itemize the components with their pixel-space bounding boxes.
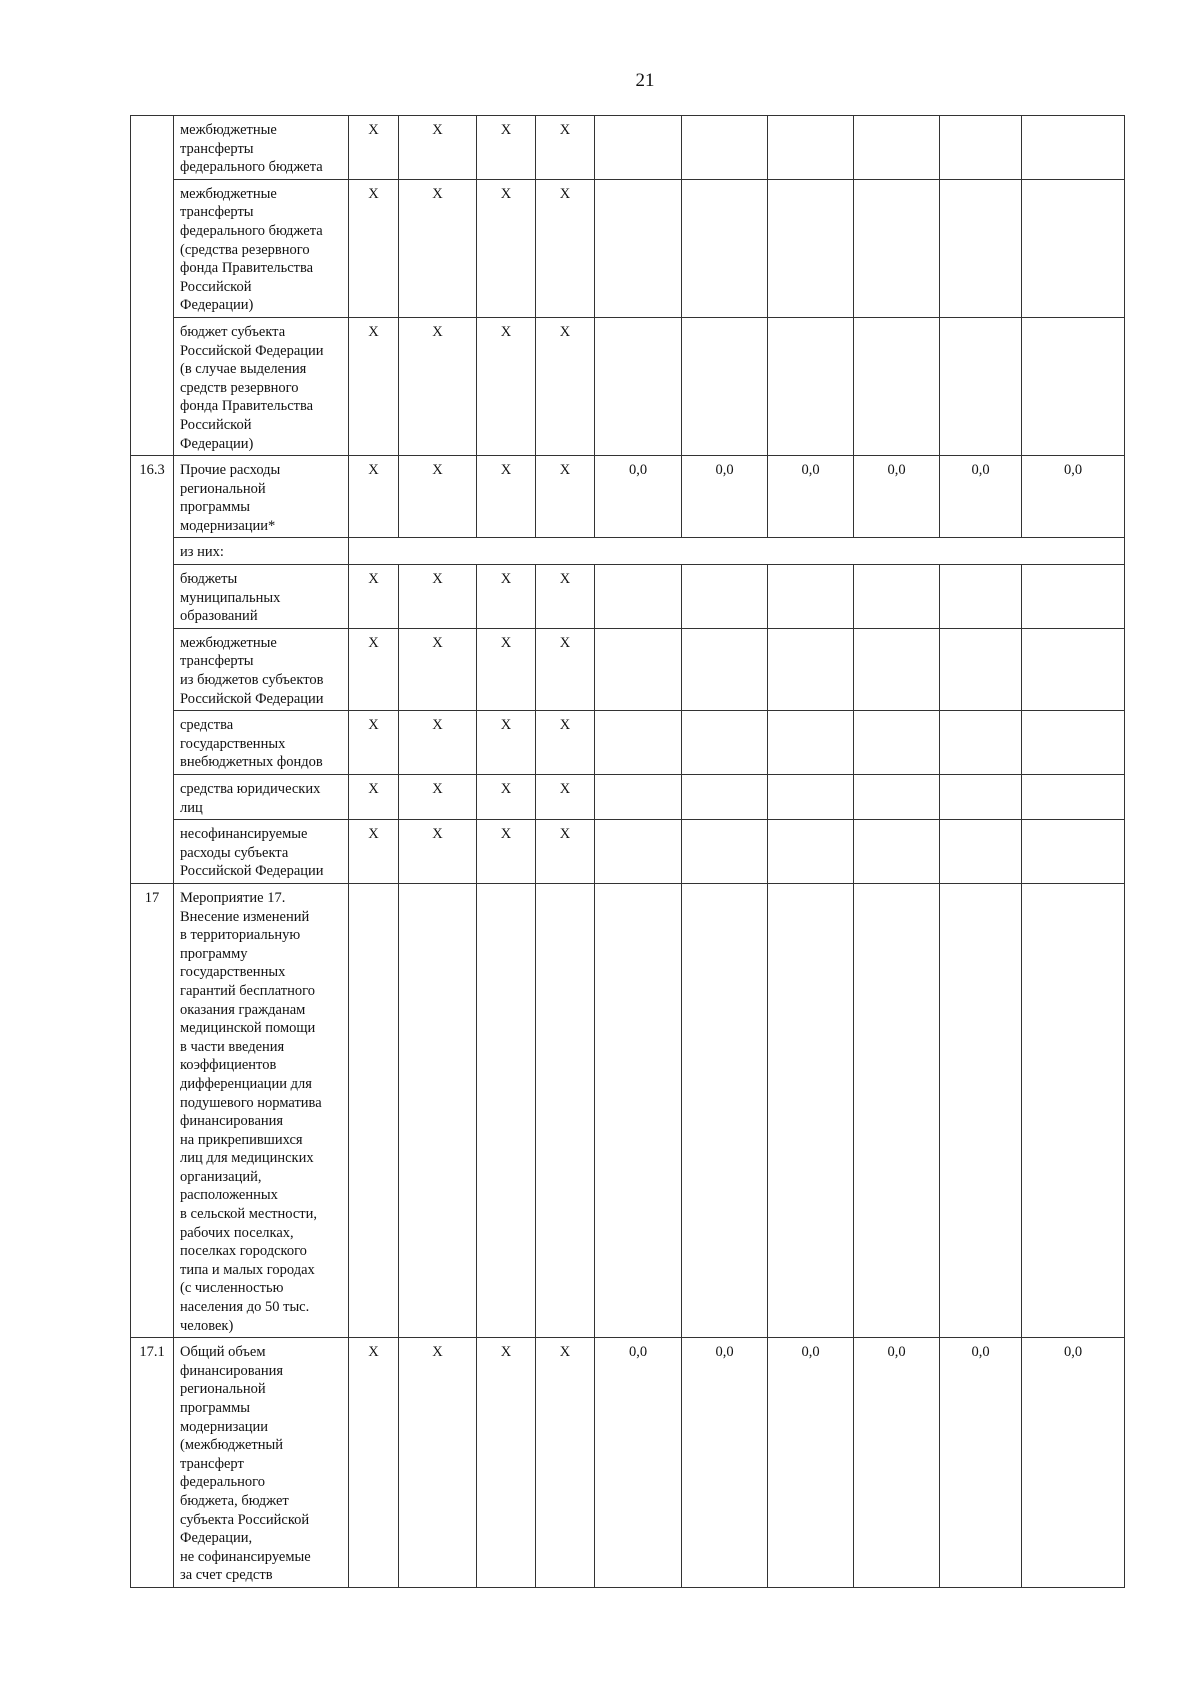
value-cell	[595, 711, 682, 775]
row-name: межбюджетные трансферты из бюджетов субъектов Российской Федерации	[174, 628, 349, 710]
x-cell: X	[349, 1338, 399, 1588]
value-cell	[682, 820, 768, 884]
value-cell: 0,0	[682, 1338, 768, 1588]
x-cell: X	[536, 711, 595, 775]
value-cell	[595, 820, 682, 884]
value-cell	[768, 565, 854, 629]
value-cell	[854, 711, 940, 775]
x-cell: X	[536, 628, 595, 710]
value-cell	[1022, 883, 1125, 1337]
value-cell	[768, 179, 854, 317]
table-row	[131, 456, 1125, 538]
x-cell: X	[399, 116, 477, 180]
x-cell: X	[477, 820, 536, 884]
x-cell: X	[399, 317, 477, 455]
value-cell	[682, 883, 768, 1337]
x-cell: X	[399, 711, 477, 775]
value-cell	[940, 820, 1022, 884]
value-cell: 0,0	[854, 456, 940, 538]
value-cell: 0,0	[1022, 1338, 1125, 1588]
row-name: несофинансируемые расходы субъекта Российской Федерации	[174, 820, 349, 884]
x-cell: X	[477, 179, 536, 317]
x-cell: X	[349, 179, 399, 317]
value-cell	[854, 628, 940, 710]
value-cell	[595, 565, 682, 629]
value-cell	[595, 317, 682, 455]
x-cell: X	[349, 820, 399, 884]
value-cell	[768, 116, 854, 180]
x-cell: X	[399, 628, 477, 710]
value-cell	[1022, 116, 1125, 180]
table-row	[131, 775, 1125, 820]
row-number-cell: 17	[131, 883, 174, 1337]
value-cell	[682, 317, 768, 455]
x-cell: X	[349, 456, 399, 538]
x-cell: X	[349, 711, 399, 775]
table-row	[131, 711, 1125, 775]
x-cell: X	[536, 116, 595, 180]
value-cell	[768, 775, 854, 820]
value-cell	[682, 179, 768, 317]
value-cell	[940, 565, 1022, 629]
merged-empty-cell	[349, 538, 1125, 565]
x-cell: X	[399, 1338, 477, 1588]
row-name: бюджет субъекта Российской Федерации (в случае выделения средств резервного фонда Правительства Российской Федерации)	[174, 317, 349, 455]
value-cell	[768, 883, 854, 1337]
value-cell	[595, 775, 682, 820]
table-row	[131, 179, 1125, 317]
value-cell: 0,0	[595, 1338, 682, 1588]
x-cell: X	[536, 565, 595, 629]
value-cell	[595, 116, 682, 180]
value-cell	[940, 711, 1022, 775]
value-cell	[595, 883, 682, 1337]
value-cell	[940, 317, 1022, 455]
value-cell	[854, 883, 940, 1337]
value-cell	[595, 628, 682, 710]
value-cell	[854, 179, 940, 317]
value-cell	[1022, 317, 1125, 455]
x-cell	[349, 883, 399, 1337]
value-cell	[854, 820, 940, 884]
x-cell: X	[536, 317, 595, 455]
x-cell: X	[477, 628, 536, 710]
value-cell: 0,0	[768, 1338, 854, 1588]
x-cell: X	[399, 820, 477, 884]
table-row	[131, 116, 1125, 180]
row-number-cell	[131, 116, 174, 456]
value-cell: 0,0	[940, 456, 1022, 538]
value-cell	[1022, 179, 1125, 317]
value-cell	[682, 775, 768, 820]
x-cell: X	[349, 116, 399, 180]
x-cell: X	[477, 711, 536, 775]
value-cell	[1022, 628, 1125, 710]
x-cell: X	[536, 1338, 595, 1588]
x-cell	[477, 883, 536, 1337]
value-cell	[854, 116, 940, 180]
value-cell	[940, 179, 1022, 317]
x-cell: X	[399, 179, 477, 317]
value-cell	[854, 565, 940, 629]
value-cell	[768, 317, 854, 455]
value-cell	[682, 116, 768, 180]
value-cell: 0,0	[768, 456, 854, 538]
value-cell	[1022, 775, 1125, 820]
row-name: Прочие расходы региональной программы модернизации*	[174, 456, 349, 538]
row-name: средства юридических лиц	[174, 775, 349, 820]
x-cell: X	[477, 565, 536, 629]
value-cell	[940, 775, 1022, 820]
value-cell	[682, 628, 768, 710]
value-cell	[682, 565, 768, 629]
x-cell	[399, 883, 477, 1337]
value-cell	[854, 775, 940, 820]
value-cell	[595, 179, 682, 317]
x-cell: X	[536, 456, 595, 538]
row-name: межбюджетные трансферты федерального бюджета	[174, 116, 349, 180]
row-name: из них:	[174, 538, 349, 565]
row-name: Мероприятие 17. Внесение изменений в территориальную программу государственных гарантий бесплатного оказания гражданам медицинской помощи в части введения коэффициентов дифференциации для подушевого норматива финансирования на прикрепившихся лиц для медицинских организаций, расположенных в сельской местности, рабочих поселках, поселках городского типа и малых городах (с численностью населения до 50 тыс. человек)	[174, 883, 349, 1337]
value-cell	[1022, 820, 1125, 884]
row-number-cell: 17.1	[131, 1338, 174, 1588]
row-name: бюджеты муниципальных образований	[174, 565, 349, 629]
budget-table	[130, 115, 1125, 1588]
x-cell: X	[477, 116, 536, 180]
value-cell	[682, 711, 768, 775]
x-cell: X	[399, 775, 477, 820]
value-cell	[1022, 565, 1125, 629]
value-cell	[940, 628, 1022, 710]
x-cell: X	[349, 565, 399, 629]
table-row	[131, 538, 1125, 565]
value-cell	[1022, 711, 1125, 775]
value-cell	[940, 116, 1022, 180]
value-cell	[768, 628, 854, 710]
table-row	[131, 317, 1125, 455]
x-cell: X	[349, 775, 399, 820]
x-cell	[536, 883, 595, 1337]
value-cell: 0,0	[940, 1338, 1022, 1588]
x-cell: X	[477, 1338, 536, 1588]
x-cell: X	[349, 317, 399, 455]
x-cell: X	[477, 456, 536, 538]
x-cell: X	[399, 456, 477, 538]
table-row	[131, 565, 1125, 629]
value-cell	[768, 711, 854, 775]
row-name: межбюджетные трансферты федерального бюджета (средства резервного фонда Правительства Российской Федерации)	[174, 179, 349, 317]
value-cell	[854, 317, 940, 455]
table-row	[131, 820, 1125, 884]
x-cell: X	[536, 775, 595, 820]
row-name: Общий объем финансирования региональной программы модернизации (межбюджетный трансферт федерального бюджета, бюджет субъекта Российской Федерации, не софинансируемые за счет средств	[174, 1338, 349, 1588]
value-cell: 0,0	[595, 456, 682, 538]
table-row	[131, 628, 1125, 710]
table-row	[131, 1338, 1125, 1588]
value-cell: 0,0	[682, 456, 768, 538]
table-row	[131, 883, 1125, 1337]
x-cell: X	[477, 775, 536, 820]
x-cell: X	[536, 820, 595, 884]
x-cell: X	[349, 628, 399, 710]
x-cell: X	[477, 317, 536, 455]
row-number-cell: 16.3	[131, 456, 174, 884]
page-number: 21	[635, 70, 655, 91]
value-cell: 0,0	[854, 1338, 940, 1588]
x-cell: X	[399, 565, 477, 629]
value-cell: 0,0	[1022, 456, 1125, 538]
x-cell: X	[536, 179, 595, 317]
value-cell	[940, 883, 1022, 1337]
value-cell	[768, 820, 854, 884]
row-name: средства государственных внебюджетных фондов	[174, 711, 349, 775]
